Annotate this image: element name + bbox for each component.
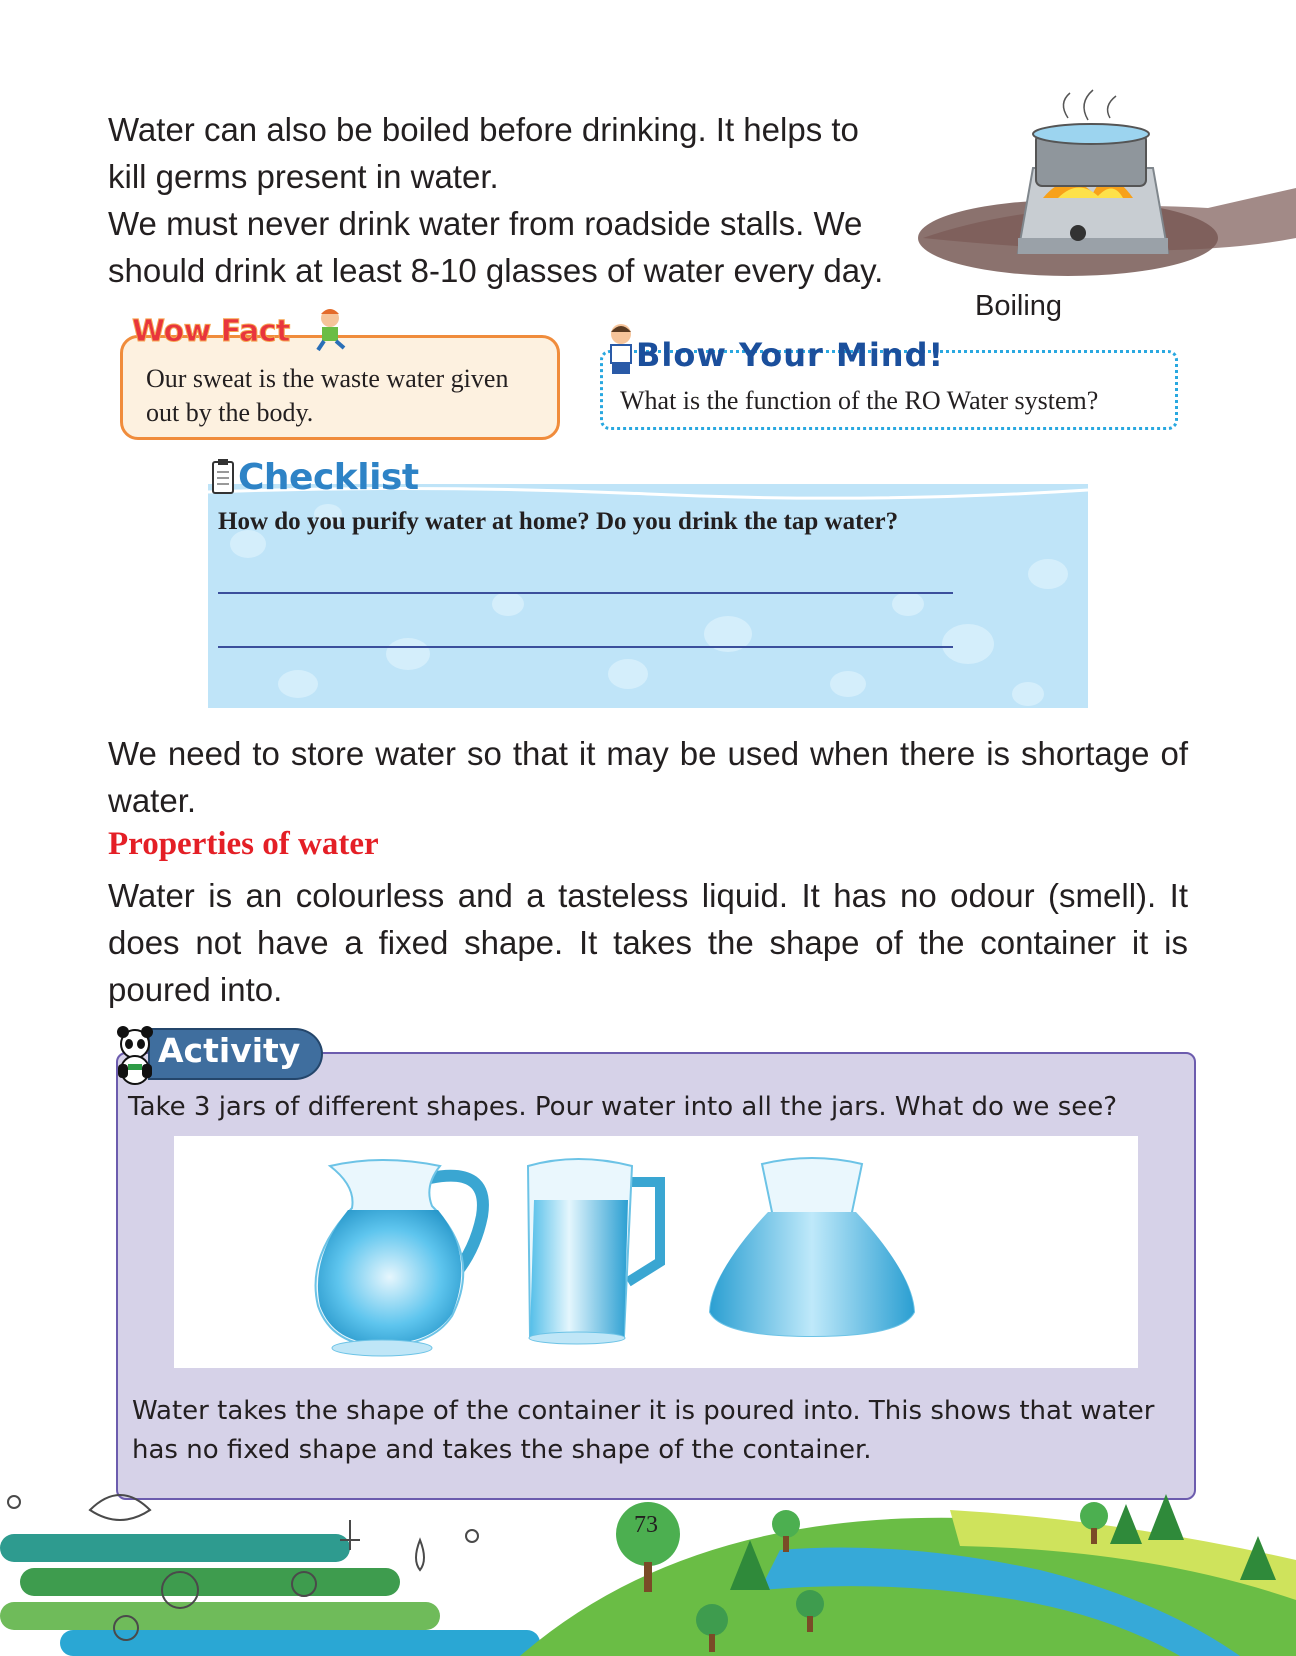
- boy-reading-icon: [604, 322, 638, 378]
- blow-your-mind-text: What is the function of the RO Water system?: [620, 386, 1099, 415]
- answer-line-2[interactable]: [218, 646, 953, 648]
- panda-icon: [112, 1026, 158, 1086]
- intro-line: should drink at least 8-10 glasses of water every day.: [108, 252, 884, 289]
- activity-title: Activity: [158, 1031, 301, 1070]
- boiling-pot-illustration: [918, 88, 1296, 288]
- boiling-caption: Boiling: [975, 290, 1063, 322]
- round-pitcher-icon: [312, 1146, 492, 1358]
- storage-paragraph: We need to store water so that it may be used when there is shortage of water.: [108, 735, 1188, 819]
- intro-line: Water can also be boiled before drinking. It helps to: [108, 111, 859, 148]
- properties-paragraph: Water is an colourless and a tasteless liquid. It has no odour (smell). It does not have a fixed shape. It takes the shape of the container it is poured into.: [108, 877, 1188, 1008]
- wow-fact-text: [146, 362, 556, 430]
- footer-decoration: [0, 1480, 1296, 1656]
- intro-line: We must never drink water from roadside stalls. We: [108, 205, 863, 242]
- boy-mascot-icon: [312, 306, 352, 352]
- intro-line: kill germs present in water.: [108, 158, 499, 195]
- clipboard-icon: [212, 458, 234, 494]
- activity-result: Water takes the shape of the container it is poured into. This shows that water has no fixed shape and takes the shape of the container.: [132, 1396, 1155, 1465]
- page-number: 73: [634, 1512, 658, 1538]
- wow-fact-title: Wow Fact: [132, 314, 290, 349]
- jars-panel: [174, 1136, 1138, 1368]
- checklist-title: Checklist: [238, 457, 419, 498]
- straight-jar-icon: [522, 1152, 672, 1352]
- activity-instruction: Take 3 jars of different shapes. Pour water into all the jars. What do we see?: [128, 1092, 1118, 1122]
- wow-fact-line: Our sweat is the waste water given: [146, 364, 509, 393]
- conical-jar-icon: [702, 1152, 922, 1342]
- answer-line-1[interactable]: [218, 592, 953, 594]
- checklist-question: How do you purify water at home? Do you drink the tap water?: [218, 508, 899, 535]
- properties-heading: Properties of water: [108, 826, 379, 862]
- wow-fact-line: out by the body.: [146, 398, 314, 427]
- blow-your-mind-title: Blow Your Mind!: [636, 336, 945, 374]
- intro-paragraph: [108, 106, 928, 294]
